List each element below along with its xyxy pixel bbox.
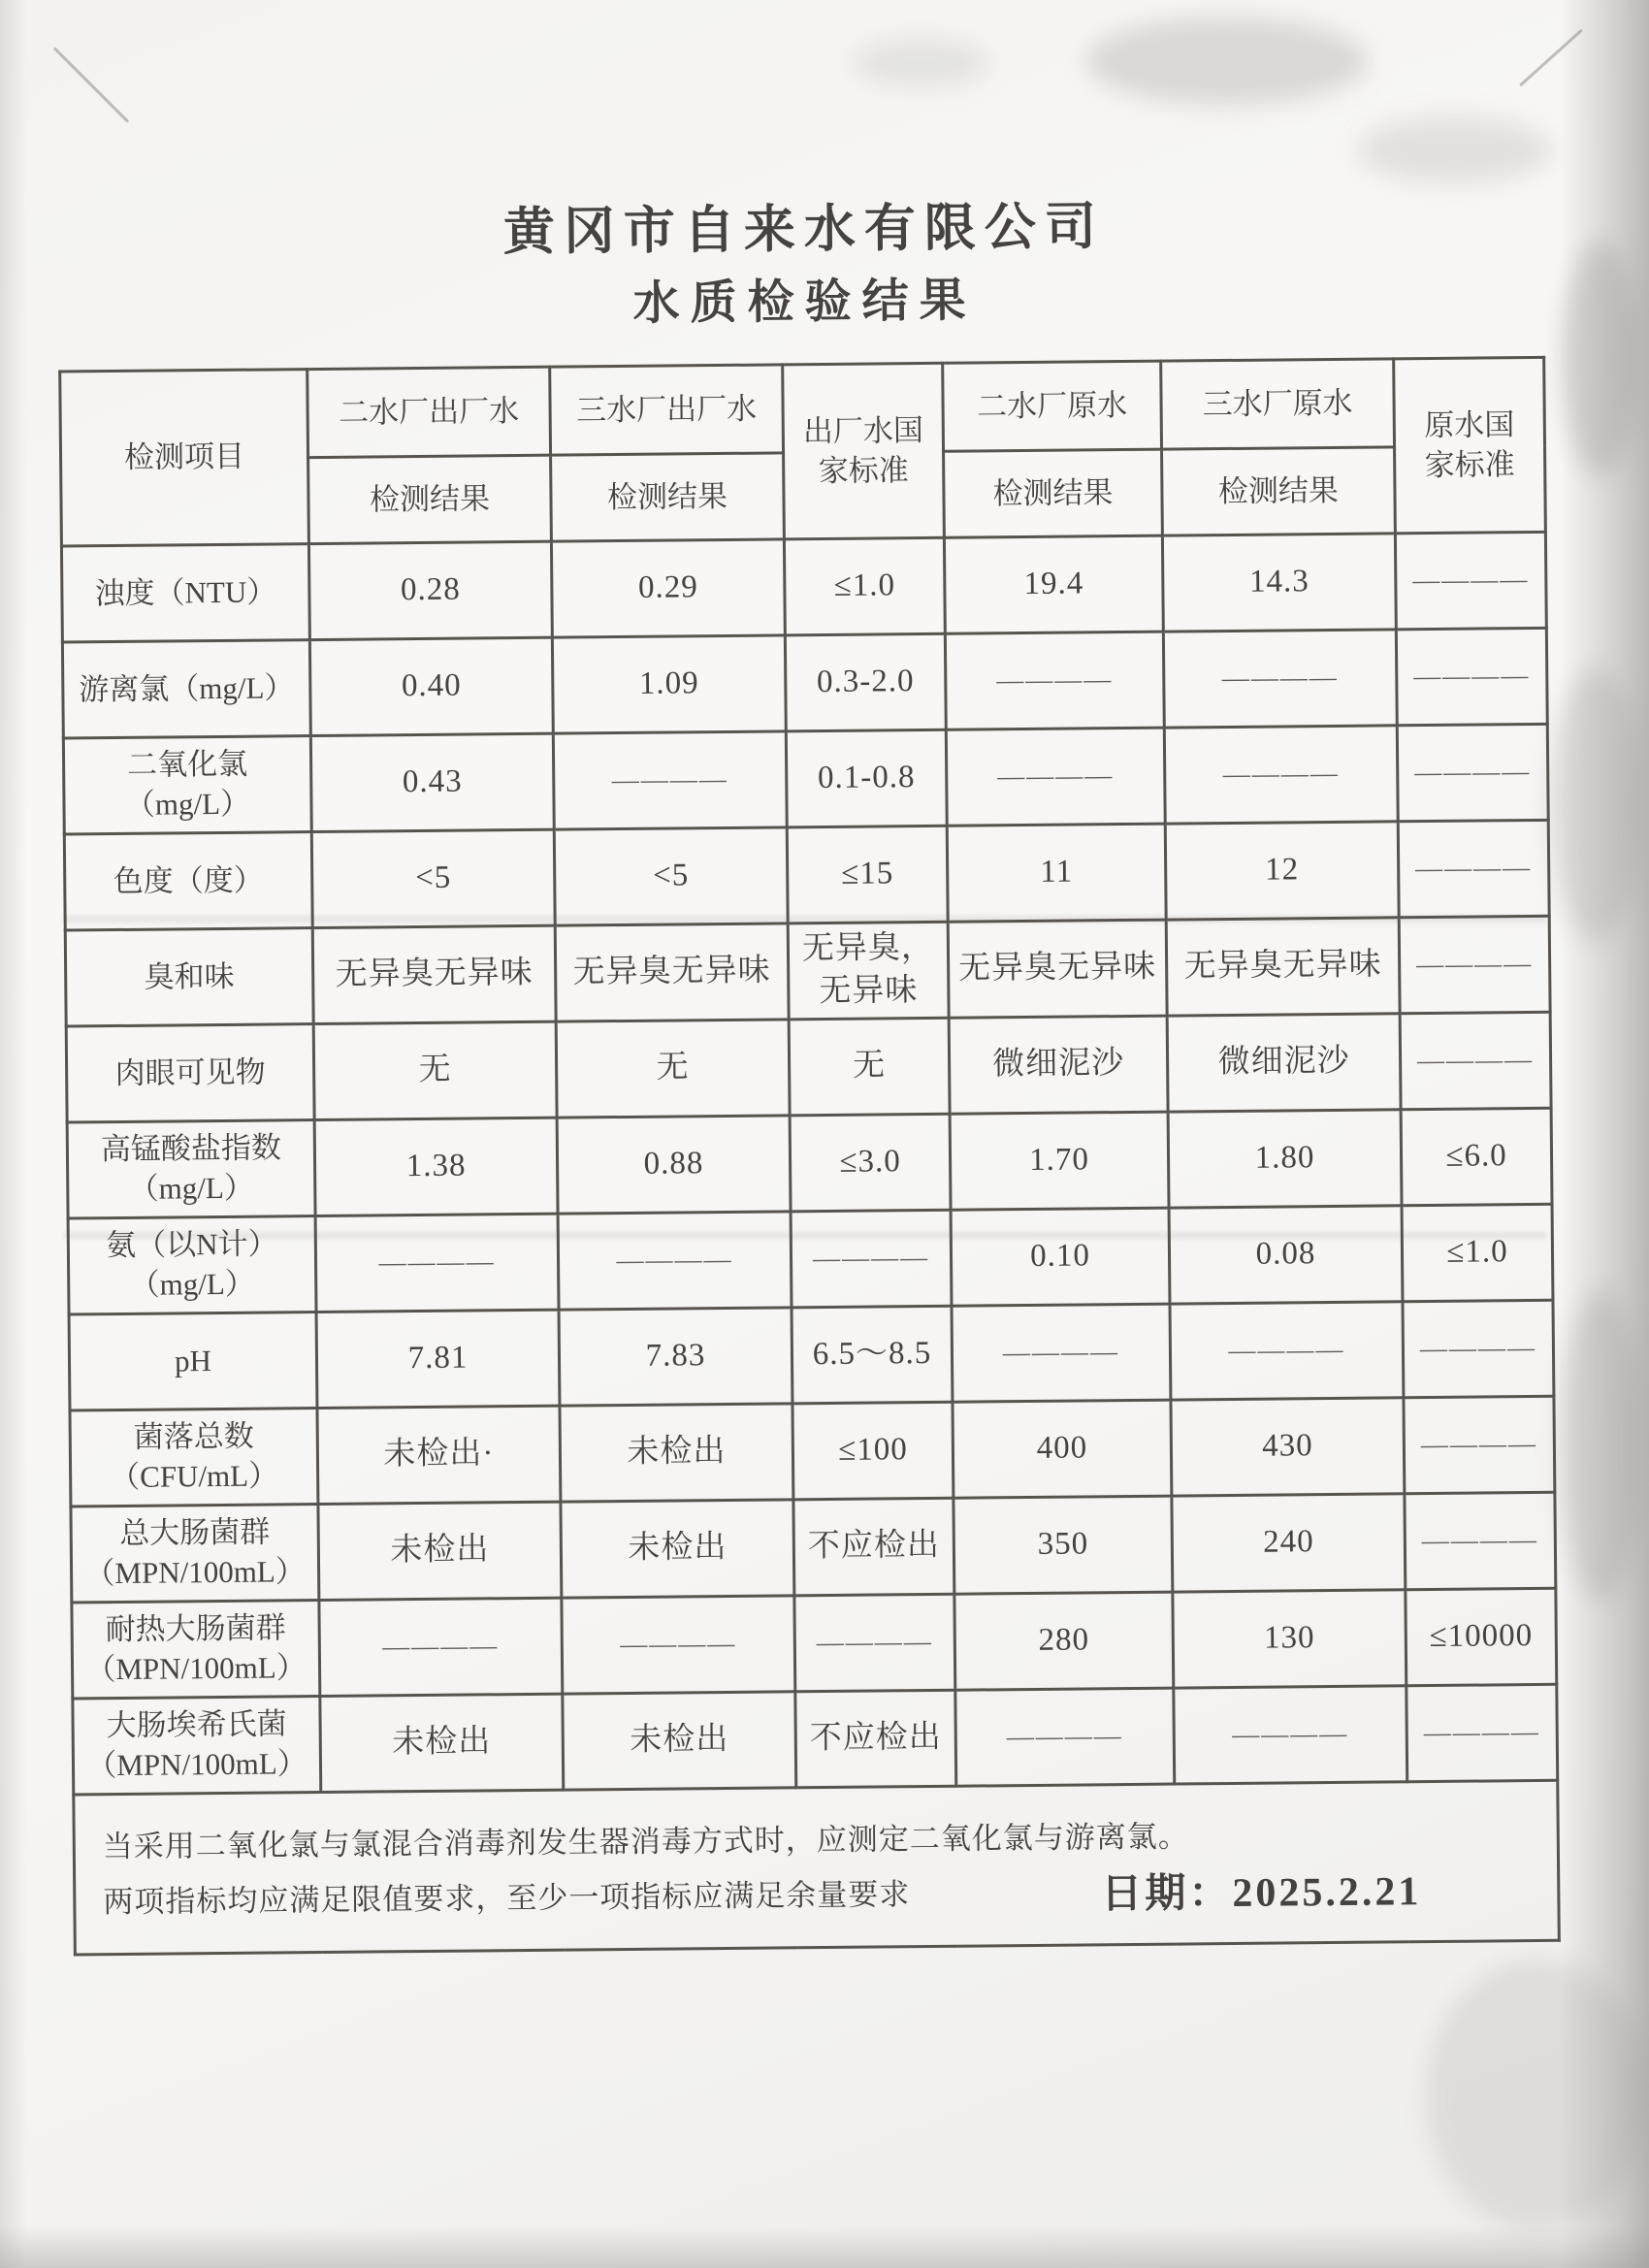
table-row	[65, 916, 1550, 1026]
note-text: 当采用二氧化氯与氯混合消毒剂发生器消毒方式时，应测定二氧化氯与游离氯。 两项指标均应满足限值要求，至少一项指标应满足余量要求	[74, 1780, 1560, 1955]
result-cell: ————	[791, 1210, 952, 1308]
group-header-plant2-out: 二水厂出厂水	[307, 367, 551, 457]
row-item-label: 游离氯（mg/L）	[62, 640, 310, 738]
result-cell: ≤6.0	[1401, 1108, 1552, 1205]
header-item: 检测项目	[60, 370, 309, 546]
result-cell: ————	[794, 1594, 955, 1692]
result-cell: ————	[1404, 1396, 1555, 1493]
result-cell: ————	[1405, 1492, 1556, 1589]
result-cell: 未检出	[320, 1694, 564, 1792]
result-cell: 未检出	[318, 1502, 562, 1600]
result-cell: 0.40	[309, 637, 553, 735]
result-cell: 11	[947, 824, 1166, 922]
result-cell: 0.08	[1169, 1206, 1403, 1304]
table-row	[68, 1204, 1553, 1314]
results-table	[58, 356, 1561, 1957]
result-cell: ————	[1397, 724, 1548, 821]
row-item-label: 耐热大肠菌群 （MPN/100mL）	[72, 1601, 320, 1699]
result-cell: ————	[955, 1688, 1175, 1786]
result-cell: ————	[1174, 1686, 1407, 1784]
result-cell: 0.1-0.8	[786, 729, 947, 827]
result-cell: ————	[1403, 1300, 1554, 1397]
row-item-label: 菌落总数 （CFU/mL）	[70, 1409, 318, 1507]
table-row	[73, 1684, 1558, 1795]
result-cell: 无	[556, 1020, 790, 1118]
result-cell: ————	[562, 1596, 795, 1694]
table-row	[66, 1012, 1551, 1122]
table-row	[71, 1492, 1556, 1603]
result-header: 检测结果	[944, 449, 1163, 537]
result-cell: 1.70	[950, 1112, 1169, 1210]
result-cell: 6.5～8.5	[792, 1306, 953, 1404]
result-cell: 无异臭无异味	[1166, 918, 1400, 1016]
result-cell: 430	[1171, 1398, 1405, 1496]
result-cell: 微细泥沙	[949, 1016, 1168, 1114]
row-item-label: 色度（度）	[64, 832, 312, 930]
result-cell: 无异臭无异味	[312, 925, 556, 1023]
result-cell: 12	[1165, 822, 1399, 920]
result-cell: 7.83	[559, 1308, 792, 1406]
table-row	[70, 1396, 1555, 1507]
result-cell: 无异臭， 无异味	[788, 922, 949, 1020]
result-cell: ————	[1398, 820, 1549, 917]
result-cell: ≤10000	[1406, 1588, 1557, 1685]
report-date: 日期：2025.2.21	[1101, 1869, 1422, 1918]
result-cell: 未检出	[561, 1500, 794, 1598]
result-cell: 280	[954, 1592, 1174, 1690]
result-cell: 无异臭无异味	[555, 923, 789, 1021]
group-header-out-standard: 出厂水国 家标准	[783, 363, 945, 539]
table-row	[64, 820, 1549, 930]
result-cell: ————	[952, 1304, 1171, 1402]
result-header: 检测结果	[308, 455, 552, 543]
row-item-label: 二氧化氯 （mg/L）	[63, 736, 311, 834]
row-item-label: 大肠埃希氏菌 （MPN/100mL）	[73, 1697, 321, 1795]
results-tbody	[61, 532, 1557, 1795]
report-title: 水质检验结果	[632, 275, 977, 330]
result-cell: ≤100	[792, 1402, 954, 1500]
row-item-label: pH	[69, 1312, 317, 1410]
result-cell: 无	[789, 1018, 950, 1116]
result-cell: ————	[319, 1598, 563, 1696]
result-cell: ≤15	[787, 826, 948, 923]
group-header-raw-standard: 原水国 家标准	[1394, 357, 1546, 533]
result-cell: 0.29	[551, 539, 785, 637]
result-cell: <5	[554, 827, 788, 925]
result-cell: 240	[1172, 1494, 1406, 1592]
result-cell: 无异臭无异味	[948, 920, 1167, 1018]
result-cell: ————	[1400, 1012, 1551, 1109]
result-cell: 130	[1173, 1590, 1406, 1688]
table-row	[69, 1300, 1554, 1410]
result-cell: 19.4	[944, 535, 1163, 633]
result-cell: 1.38	[314, 1118, 558, 1215]
result-cell: ————	[553, 731, 787, 829]
result-cell: 1.80	[1168, 1110, 1402, 1208]
result-cell: 未检出	[563, 1692, 796, 1790]
result-cell: 14.3	[1162, 534, 1396, 632]
result-cell: 1.09	[552, 635, 786, 733]
result-cell: 0.43	[310, 733, 554, 831]
result-cell: <5	[311, 829, 555, 927]
result-header: 检测结果	[551, 453, 785, 541]
row-item-label: 浊度（NTU）	[61, 544, 309, 642]
result-cell: ————	[946, 728, 1165, 826]
result-cell: ————	[1406, 1684, 1558, 1781]
result-cell: ≤1.0	[1402, 1204, 1553, 1301]
result-cell: ————	[1163, 630, 1397, 728]
result-cell: ≤3.0	[790, 1114, 951, 1212]
result-cell: 0.10	[951, 1208, 1170, 1306]
result-cell: ————	[558, 1212, 792, 1310]
header-row-groups	[60, 357, 1545, 460]
result-cell: 0.88	[557, 1116, 791, 1214]
result-cell: 350	[954, 1496, 1173, 1594]
result-cell: ————	[945, 632, 1164, 729]
row-item-label: 氨（以N计） （mg/L）	[68, 1216, 316, 1314]
result-cell: 0.28	[308, 541, 552, 639]
result-cell: 400	[953, 1400, 1172, 1498]
row-item-label: 肉眼可见物	[66, 1024, 314, 1122]
result-cell: 无	[313, 1021, 557, 1119]
company-title: 黄冈市自来水有限公司	[502, 199, 1106, 262]
table-row	[62, 628, 1547, 738]
row-item-label: 高锰酸盐指数 （mg/L）	[67, 1120, 315, 1218]
result-cell: ————	[1170, 1302, 1404, 1400]
result-cell: ————	[1396, 628, 1547, 725]
result-cell: 未检出·	[317, 1406, 561, 1504]
result-cell: ≤1.0	[784, 537, 945, 635]
group-header-plant2-raw: 二水厂原水	[943, 361, 1162, 451]
result-cell: ————	[1395, 532, 1546, 629]
result-header: 检测结果	[1162, 447, 1396, 535]
result-cell: 7.81	[316, 1310, 560, 1408]
table-row	[67, 1108, 1552, 1218]
result-cell: 0.3-2.0	[785, 633, 946, 731]
result-cell: 不应检出	[793, 1498, 954, 1596]
group-header-plant3-out: 三水厂出厂水	[550, 365, 784, 455]
row-item-label: 臭和味	[65, 928, 313, 1026]
table-row	[63, 724, 1548, 834]
table-row	[72, 1588, 1557, 1699]
result-cell: 不应检出	[795, 1690, 956, 1788]
row-item-label: 总大肠菌群 （MPN/100mL）	[71, 1505, 319, 1603]
result-cell: 未检出	[560, 1404, 793, 1502]
result-cell: 微细泥沙	[1167, 1014, 1401, 1112]
group-header-plant3-raw: 三水厂原水	[1161, 359, 1395, 449]
table-row	[61, 532, 1546, 642]
result-cell: ————	[315, 1214, 559, 1312]
result-cell: ————	[1399, 916, 1550, 1013]
result-cell: ————	[1164, 726, 1398, 824]
